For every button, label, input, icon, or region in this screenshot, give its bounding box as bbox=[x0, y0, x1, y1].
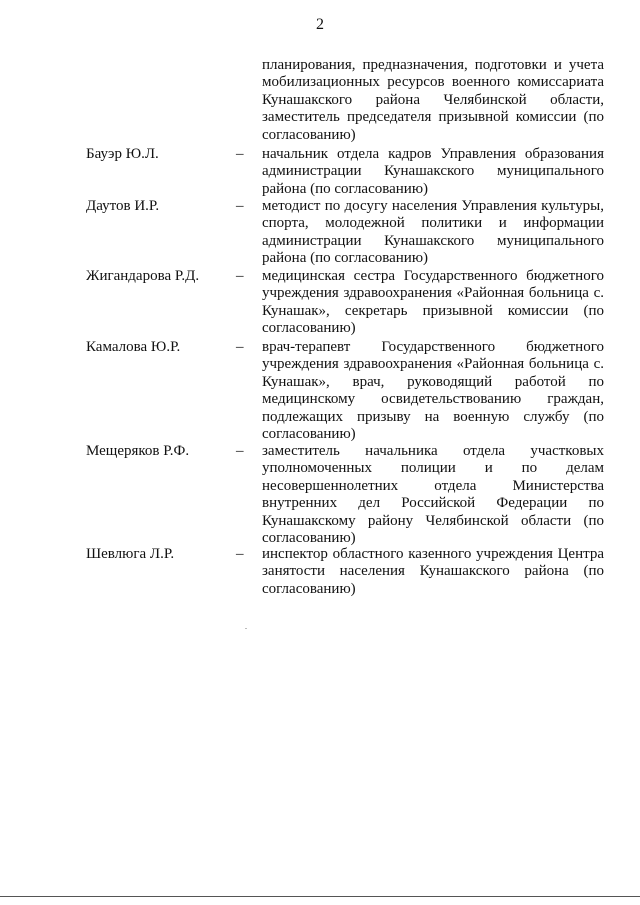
entry-dash: – bbox=[236, 198, 244, 214]
member-description: заместитель начальника отдела участковых уполномоченных полиции и по делам несовершеннолетних отдела Министерства внутренних дел Российской Федерации по Кунашакскому району Челябинской области (по согласованию) bbox=[262, 443, 604, 547]
member-description: медицинская сестра Государственного бюджетного учреждения здравоохранения «Районная больница с. Кунашак», секретарь призывной комиссии (по согласованию) bbox=[262, 268, 604, 337]
entry-dash: – bbox=[236, 339, 244, 355]
scan-speck bbox=[245, 628, 247, 629]
entry-dash: – bbox=[236, 146, 244, 162]
member-description: инспектор областного казенного учреждения Центра занятости населения Кунашакского района (по согласованию) bbox=[262, 546, 604, 597]
page-number: 2 bbox=[316, 16, 324, 33]
member-name: Шевлюга Л.Р. bbox=[86, 546, 175, 562]
member-description: методист по досугу населения Управления культуры, спорта, молодежной политики и информации администрации Кунашакского муниципального района (по согласованию) bbox=[262, 198, 604, 267]
member-name: Жигандарова Р.Д. bbox=[86, 268, 200, 284]
entry-dash: – bbox=[236, 546, 244, 562]
member-description: начальник отдела кадров Управления образования администрации Кунашакского муниципального района (по согласованию) bbox=[262, 146, 604, 197]
page-bottom-rule bbox=[0, 896, 640, 897]
member-name: Бауэр Ю.Л. bbox=[86, 146, 159, 162]
member-name: Камалова Ю.Р. bbox=[86, 339, 181, 355]
entry-dash: – bbox=[236, 268, 244, 284]
member-description: врач-терапевт Государственного бюджетного учреждения здравоохранения «Районная больница с. Кунашак», врач, руководящий работой по медицинскому освидетельствованию граждан, подлежащих призыву на военную службу (по согласованию) bbox=[262, 339, 604, 443]
continuation-paragraph: планирования, предназначения, подготовки и учета мобилизационных ресурсов военного комиссариата Кунашакского района Челябинской области, заместитель председателя призывной комиссии (по согласованию) bbox=[262, 57, 604, 143]
member-name: Мещеряков Р.Ф. bbox=[86, 443, 190, 459]
entry-dash: – bbox=[236, 443, 244, 459]
member-name: Даутов И.Р. bbox=[86, 198, 160, 214]
